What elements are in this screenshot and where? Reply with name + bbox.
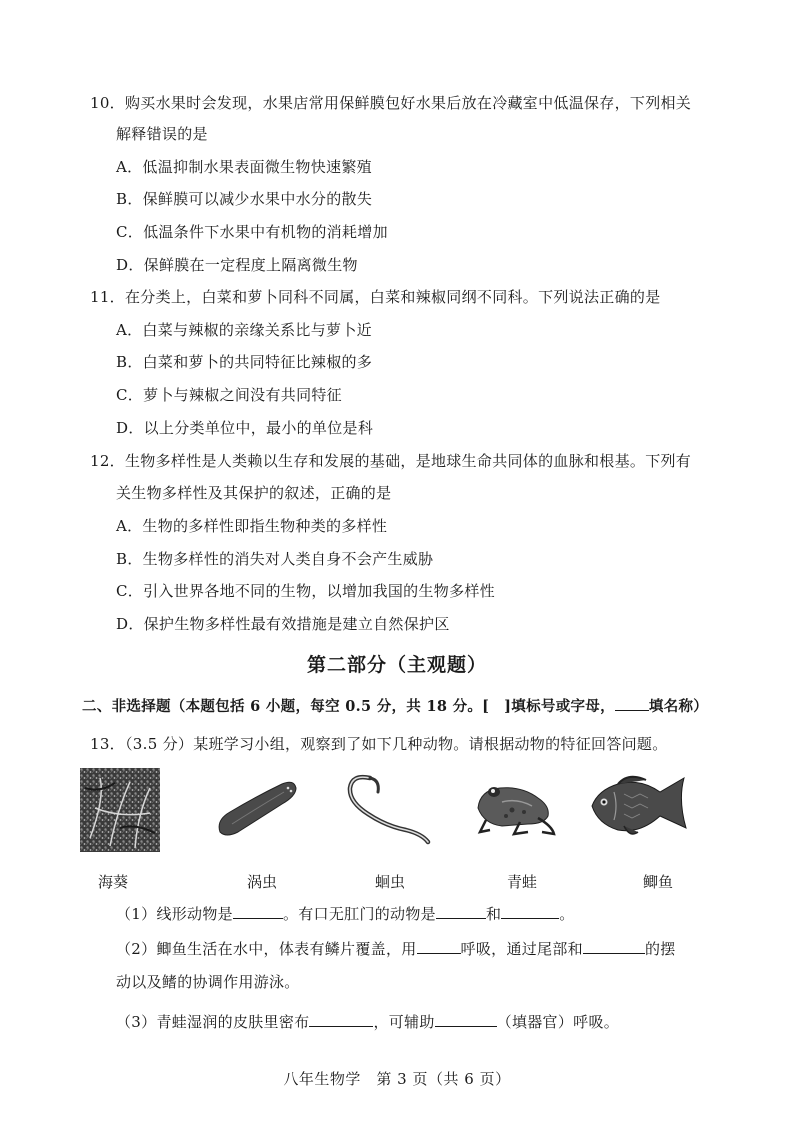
instruction-blank bbox=[615, 696, 649, 711]
sub3-text-a: （3）青蛙湿润的皮肤里密布 bbox=[116, 1013, 310, 1031]
sub1-blank-1 bbox=[233, 904, 283, 919]
q12-option-d: D．保护生物多样性最有效措施是建立自然保护区 bbox=[116, 615, 450, 633]
instruction-text-a: 二、非选择题（本题包括 6 小题，每空 0.5 分，共 18 分。[ ]填标号或字母， bbox=[82, 698, 615, 715]
sub2-blank-1 bbox=[417, 939, 461, 954]
sub2-text-b: 呼吸，通过尾部和 bbox=[460, 940, 583, 958]
sub1-text-c: 和 bbox=[485, 905, 502, 923]
q13-sub1 bbox=[116, 904, 575, 924]
q11-option-c: C．萝卜与辣椒之间没有共同特征 bbox=[116, 386, 342, 404]
sub1-blank-3 bbox=[501, 904, 559, 919]
q10-stem-line2: 解释错误的是 bbox=[116, 125, 208, 143]
sub2-blank-2 bbox=[583, 939, 645, 954]
sub3-text-c: （填器官）呼吸。 bbox=[496, 1013, 620, 1031]
q10-option-b: B．保鲜膜可以减少水果中水分的散失 bbox=[116, 190, 373, 208]
page-footer: 八年生物学 第 3 页（共 6 页） bbox=[283, 1070, 511, 1088]
sub1-text-b: 。有口无肛门的动物是 bbox=[282, 905, 436, 923]
q12-option-b: B．生物多样性的消失对人类自身不会产生威胁 bbox=[116, 550, 434, 568]
q11-stem-line1: 11．在分类上，白菜和萝卜同科不同属，白菜和辣椒同纲不同科。下列说法正确的是 bbox=[90, 288, 661, 306]
q10-option-d: D．保鲜膜在一定程度上隔离微生物 bbox=[116, 256, 358, 274]
q10-stem-line1: 10．购买水果时会发现，水果店常用保鲜膜包好水果后放在冷藏室中低温保存，下列相关 bbox=[90, 94, 692, 112]
q13-sub3 bbox=[116, 1012, 619, 1032]
caption-planarian: 涡虫 bbox=[246, 873, 277, 891]
q11-option-b: B．白菜和萝卜的共同特征比辣椒的多 bbox=[116, 353, 373, 371]
q12-option-c: C．引入世界各地不同的生物，以增加我国的生物多样性 bbox=[116, 582, 495, 600]
sub3-blank-2 bbox=[435, 1012, 497, 1027]
sub1-blank-2 bbox=[436, 904, 486, 919]
caption-sea-anemone: 海葵 bbox=[98, 873, 129, 891]
caption-roundworm: 蛔虫 bbox=[374, 873, 405, 891]
q13-sub2-line1 bbox=[116, 939, 676, 959]
q10-option-a: A．低温抑制水果表面微生物快速繁殖 bbox=[116, 158, 372, 176]
caption-frog: 青蛙 bbox=[506, 873, 537, 891]
frog-image bbox=[472, 776, 556, 836]
q12-stem-line2: 关生物多样性及其保护的叙述，正确的是 bbox=[116, 484, 392, 502]
q12-option-a: A．生物的多样性即指生物种类的多样性 bbox=[116, 517, 388, 535]
part2-title: 第二部分（主观题） bbox=[306, 654, 487, 676]
planarian-image bbox=[212, 776, 302, 842]
q13-stem: 13．（3.5 分）某班学习小组，观察到了如下几种动物。请根据动物的特征回答问题。 bbox=[90, 735, 668, 753]
crucian-carp-image bbox=[588, 770, 690, 844]
part2-instruction bbox=[82, 696, 708, 717]
caption-crucian-carp: 鲫鱼 bbox=[642, 873, 673, 891]
q11-option-a: A．白菜与辣椒的亲缘关系比与萝卜近 bbox=[116, 321, 372, 339]
sub3-blank-1 bbox=[309, 1012, 373, 1027]
sub3-text-b: ，可辅助 bbox=[373, 1013, 435, 1031]
sub1-text-d: 。 bbox=[559, 905, 575, 923]
roundworm-image bbox=[340, 770, 436, 846]
sea-anemone-image bbox=[80, 768, 160, 852]
q11-option-d: D．以上分类单位中，最小的单位是科 bbox=[116, 419, 374, 437]
q10-option-c: C．低温条件下水果中有机物的消耗增加 bbox=[116, 223, 388, 241]
q13-sub2-line2: 动以及鳍的协调作用游泳。 bbox=[116, 973, 300, 991]
q12-stem-line1: 12．生物多样性是人类赖以生存和发展的基础，是地球生命共同体的血脉和根基。下列有 bbox=[90, 452, 692, 470]
sub2-text-c: 的摆 bbox=[644, 940, 676, 958]
sub2-text-a: （2）鲫鱼生活在水中，体表有鳞片覆盖，用 bbox=[116, 940, 417, 958]
instruction-text-b: 填名称） bbox=[648, 698, 709, 715]
sub1-text-a: （1）线形动物是 bbox=[116, 905, 233, 923]
